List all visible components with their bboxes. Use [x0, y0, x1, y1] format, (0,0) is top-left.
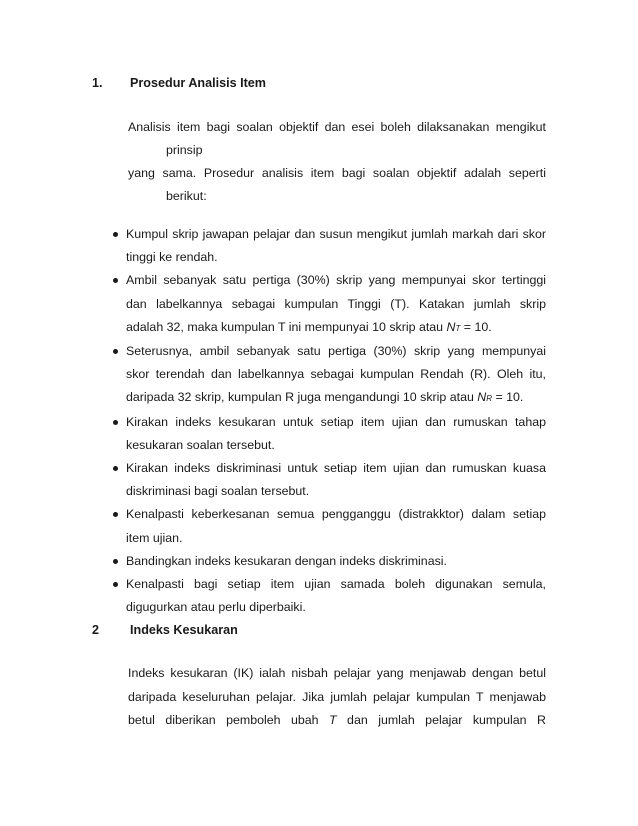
para2-line-1: Indeks kesukaran (IK) ialah nisbah pelajar yang menjawab dengan betul: [128, 666, 546, 680]
formula-nr: NR: [477, 390, 493, 405]
list-item: Kirakan indeks diskriminasi untuk setiap item ujian dan rumuskan kuasa diskriminasi bagi soalan tersebut.: [110, 457, 546, 503]
para2-line-3: betul diberikan pemboleh ubah T dan jumlah pelajar kumpulan R: [128, 713, 546, 727]
formula-nt: NT: [446, 319, 461, 334]
bullet-icon: [113, 466, 118, 471]
section-2-title: Indeks Kesukaran: [130, 623, 238, 637]
intro-line-4: berikut:: [166, 189, 207, 203]
bullet-icon: [113, 232, 118, 237]
section-2-paragraph: [128, 662, 546, 733]
section-1-number: 1.: [92, 76, 103, 90]
section-2-number: 2: [92, 623, 100, 637]
intro-line-3: yang sama. Prosedur analisis item bagi soalan objektif adalah seperti: [128, 166, 546, 180]
list-item: Seterusnya, ambil sebanyak satu pertiga (30%) skrip yang mempunyai skor terendah dan labelkannya sebagai kumpulan Rendah (R). Oleh itu, daripada 32 skrip, kumpulan R juga mengandungi 10 skrip atau NR = 10.: [110, 340, 546, 411]
intro-paragraph: [128, 116, 546, 208]
bullet-icon: [113, 512, 118, 517]
bullet-icon: [113, 559, 118, 564]
intro-line-2: prinsip: [166, 143, 203, 157]
section-1-title: Prosedur Analisis Item: [130, 76, 267, 90]
list-item: Bandingkan indeks kesukaran dengan indeks diskriminasi.: [110, 550, 546, 573]
intro-line-1: Analisis item bagi soalan objektif dan esei boleh dilaksanakan mengikut: [128, 120, 546, 134]
bullet-icon: [113, 278, 118, 283]
list-item: Kumpul skrip jawapan pelajar dan susun mengikut jumlah markah dari skor tinggi ke rendah.: [110, 223, 546, 269]
list-item: Kenalpasti keberkesanan semua pengganggu (distrakktor) dalam setiap item ujian.: [110, 503, 546, 549]
list-item: Ambil sebanyak satu pertiga (30%) skrip yang mempunyai skor tertinggi dan labelkannya sebagai kumpulan Tinggi (T). Katakan jumlah skrip adalah 32, maka kumpulan T ini mempunyai 10 skrip atau NT = 10.: [110, 269, 546, 340]
bullet-icon: [113, 349, 118, 354]
para2-line-2: daripada keseluruhan pelajar. Jika jumlah pelajar kumpulan T menjawab: [128, 689, 546, 704]
bullet-icon: [113, 420, 118, 425]
bullet-icon: [113, 582, 118, 587]
list-item: Kenalpasti bagi setiap item ujian samada boleh digunakan semula, digugurkan atau perlu diperbaiki.: [110, 573, 546, 619]
list-item: Kirakan indeks kesukaran untuk setiap item ujian dan rumuskan tahap kesukaran soalan tersebut.: [110, 411, 546, 457]
procedure-list: [110, 223, 546, 619]
